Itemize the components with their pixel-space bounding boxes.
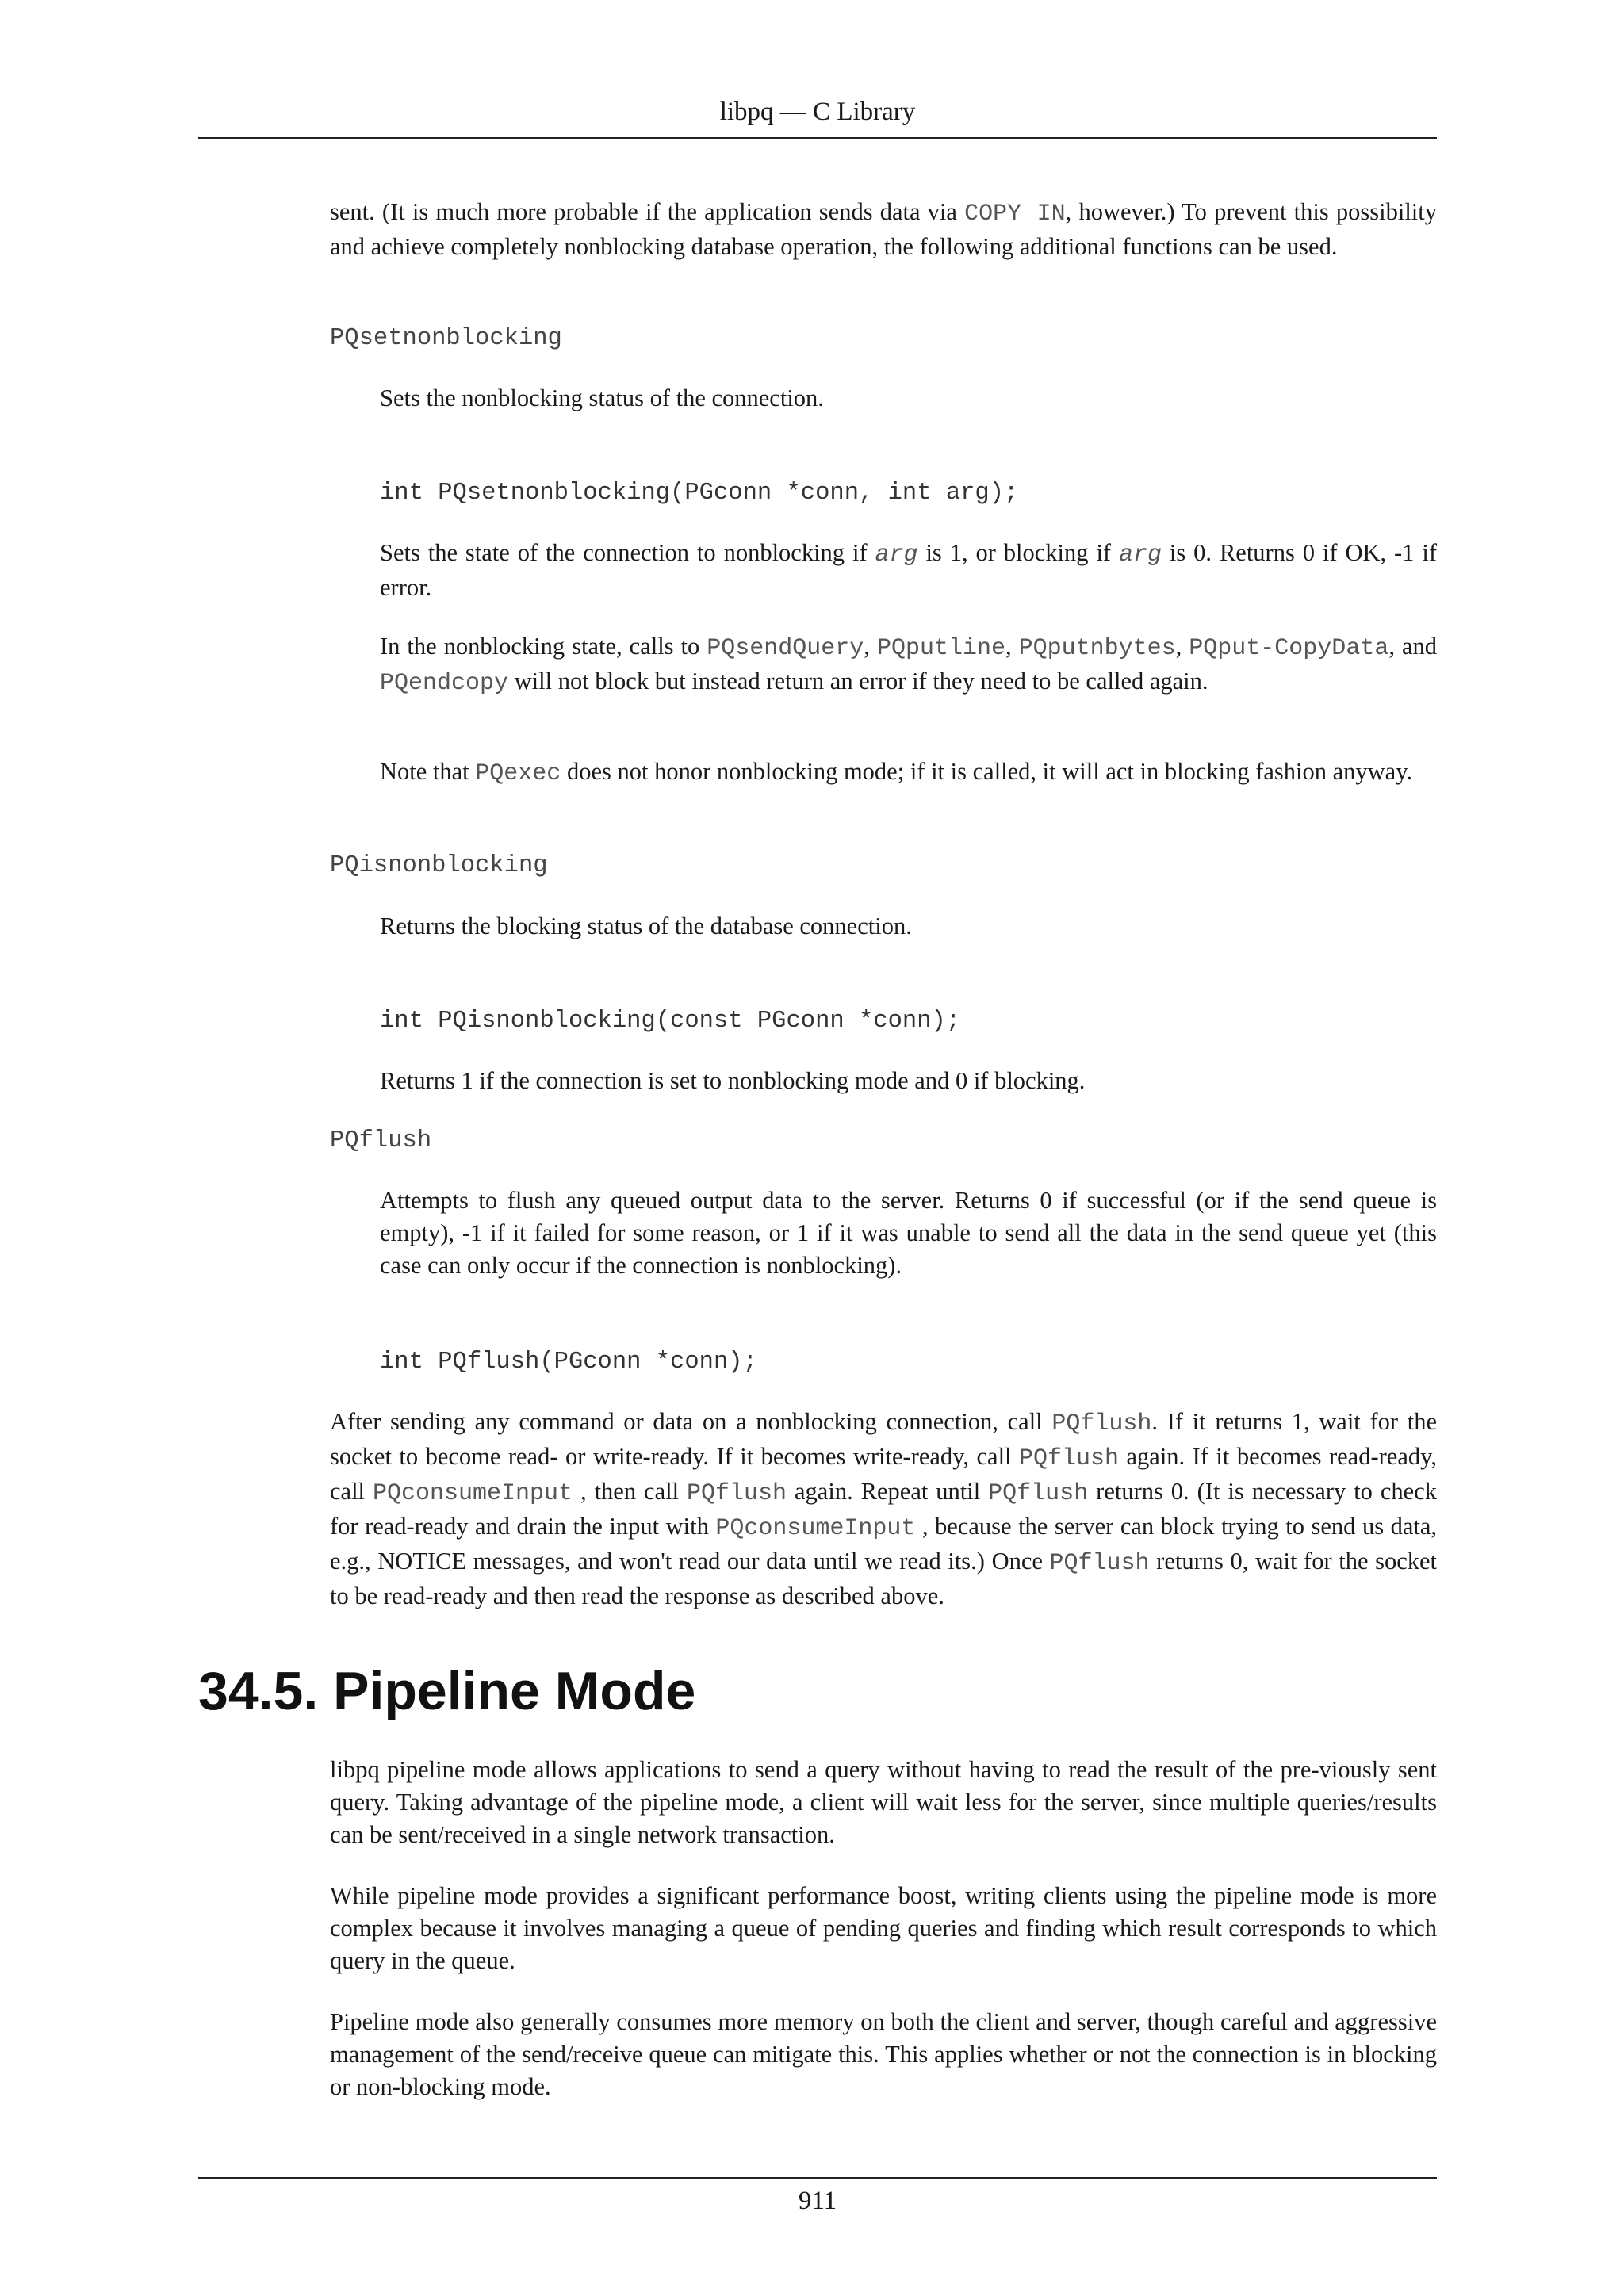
text-span: Sets the state of the connection to nonblocking if — [380, 539, 875, 566]
term-pqsetnonblocking: PQsetnonblocking — [330, 325, 562, 352]
func-pqputline: PQputline — [876, 635, 1005, 662]
after-sending-paragraph — [330, 1406, 1437, 1613]
pqisnonblocking-description: Returns the blocking status of the database connection. — [380, 913, 912, 939]
func-pqendcopy: PQendcopy — [380, 670, 509, 697]
text-span: , — [864, 633, 877, 660]
text-span: is 1, or blocking if — [917, 539, 1119, 566]
running-header: libpq — C Library — [719, 98, 916, 126]
text-span: After sending any command or data on a nonblocking connection, call — [330, 1408, 1052, 1435]
text-span: In the nonblocking state, calls to — [380, 633, 707, 660]
section-heading: 34.5. Pipeline Mode — [198, 1661, 696, 1721]
text-span: will not block but instead return an error if they need to be called again. — [508, 668, 1208, 695]
intro-paragraph — [330, 196, 1437, 263]
text-span: . If it returns 1, wait for the socket to become read- or write-ready. If it becomes write-ready, call — [330, 1408, 1437, 1470]
func-pqconsumeinput: PQconsumeInput — [715, 1515, 916, 1542]
func-pqputnbytes: PQputnbytes — [1018, 635, 1176, 662]
term-pqflush: PQflush — [330, 1127, 432, 1154]
pqisnonblocking-signature: int PQisnonblocking(const PGconn *conn); — [380, 1008, 961, 1035]
pipeline-paragraph-1: libpq pipeline mode allows applications to send a query without having to read the result of the pre-viously sent query. Taking advantage of the pipeline mode, a client will wait less for the server, since multiple queries/results can be sent/received in a single network transaction. — [330, 1756, 1437, 1848]
inline-code-copy-in: COPY IN — [964, 201, 1066, 228]
intro-text-1: sent. (It is much more probable if the application sends data via — [330, 198, 965, 225]
func-pqconsumeinput: PQconsumeInput — [372, 1480, 573, 1507]
text-span: is 0. Returns 0 if OK, -1 if error. — [380, 539, 1437, 601]
func-pqflush: PQflush — [1051, 1410, 1152, 1437]
func-pqflush: PQflush — [687, 1480, 787, 1507]
header-rule — [198, 137, 1437, 139]
func-pqflush: PQflush — [1049, 1550, 1150, 1577]
pqsetnonblocking-paragraph-calls — [380, 630, 1437, 700]
text-span: Note that — [380, 758, 476, 785]
text-span: , and — [1388, 633, 1437, 660]
func-pqputcopydata: PQput-CopyData — [1189, 635, 1389, 662]
pqisnonblocking-returns: Returns 1 if the connection is set to nonblocking mode and 0 if blocking. — [380, 1067, 1086, 1094]
func-pqflush: PQflush — [1019, 1445, 1120, 1472]
func-pqexec: PQexec — [475, 760, 561, 787]
pqsetnonblocking-paragraph-note — [380, 756, 1437, 790]
func-pqflush: PQflush — [988, 1480, 1089, 1507]
pqsetnonblocking-description: Sets the nonblocking status of the connection. — [380, 385, 824, 411]
pipeline-paragraph-3: Pipeline mode also generally consumes more memory on both the client and server, though careful and aggressive management of the send/receive queue can mitigate this. This applies whether or not the connection is in blocking or non-blocking mode. — [330, 2008, 1437, 2100]
page-number: 911 — [798, 2187, 837, 2215]
text-span: , because the server can block trying to send us data, e.g., NOTICE messages, and won't read our data until we read its.) Once — [330, 1513, 1437, 1575]
pipeline-paragraph-2: While pipeline mode provides a significant performance boost, writing clients using the pipeline mode is more complex because it involves managing a queue of pending queries and finding which result corresponds to which query in the queue. — [330, 1882, 1437, 1974]
text-span: returns 0, wait for the socket to be read-ready and then read the response as described above. — [330, 1548, 1438, 1609]
intro-text-2: , however.) To prevent this possibility and achieve completely nonblocking database operation, the following additional functions can be used. — [330, 198, 1438, 260]
pqsetnonblocking-paragraph-state — [380, 537, 1437, 604]
text-span: , — [1175, 633, 1189, 660]
pqsetnonblocking-signature: int PQsetnonblocking(PGconn *conn, int arg); — [380, 480, 1019, 507]
pqflush-description: Attempts to flush any queued output data to the server. Returns 0 if successful (or if the send queue is empty), -1 if it failed for some reason, or 1 if it was unable to send all the data in the send queue yet (this case can only occur if the connection is nonblocking). — [380, 1187, 1437, 1279]
param-arg: arg — [875, 541, 918, 568]
footer-rule — [198, 2177, 1437, 2179]
text-span: again. Repeat until — [787, 1478, 989, 1505]
text-span: returns 0. (It is necessary to check for read-ready and drain the input with — [330, 1478, 1437, 1540]
pqflush-signature: int PQflush(PGconn *conn); — [380, 1349, 757, 1376]
func-pqsendquery: PQsendQuery — [707, 635, 864, 662]
text-span: , — [1005, 633, 1019, 660]
text-span: , then call — [573, 1478, 688, 1505]
text-span: does not honor nonblocking mode; if it is called, it will act in blocking fashion anyway. — [561, 758, 1413, 785]
term-pqisnonblocking: PQisnonblocking — [330, 852, 548, 879]
param-arg: arg — [1118, 541, 1162, 568]
text-span: again. If it becomes read-ready, call — [330, 1443, 1437, 1505]
